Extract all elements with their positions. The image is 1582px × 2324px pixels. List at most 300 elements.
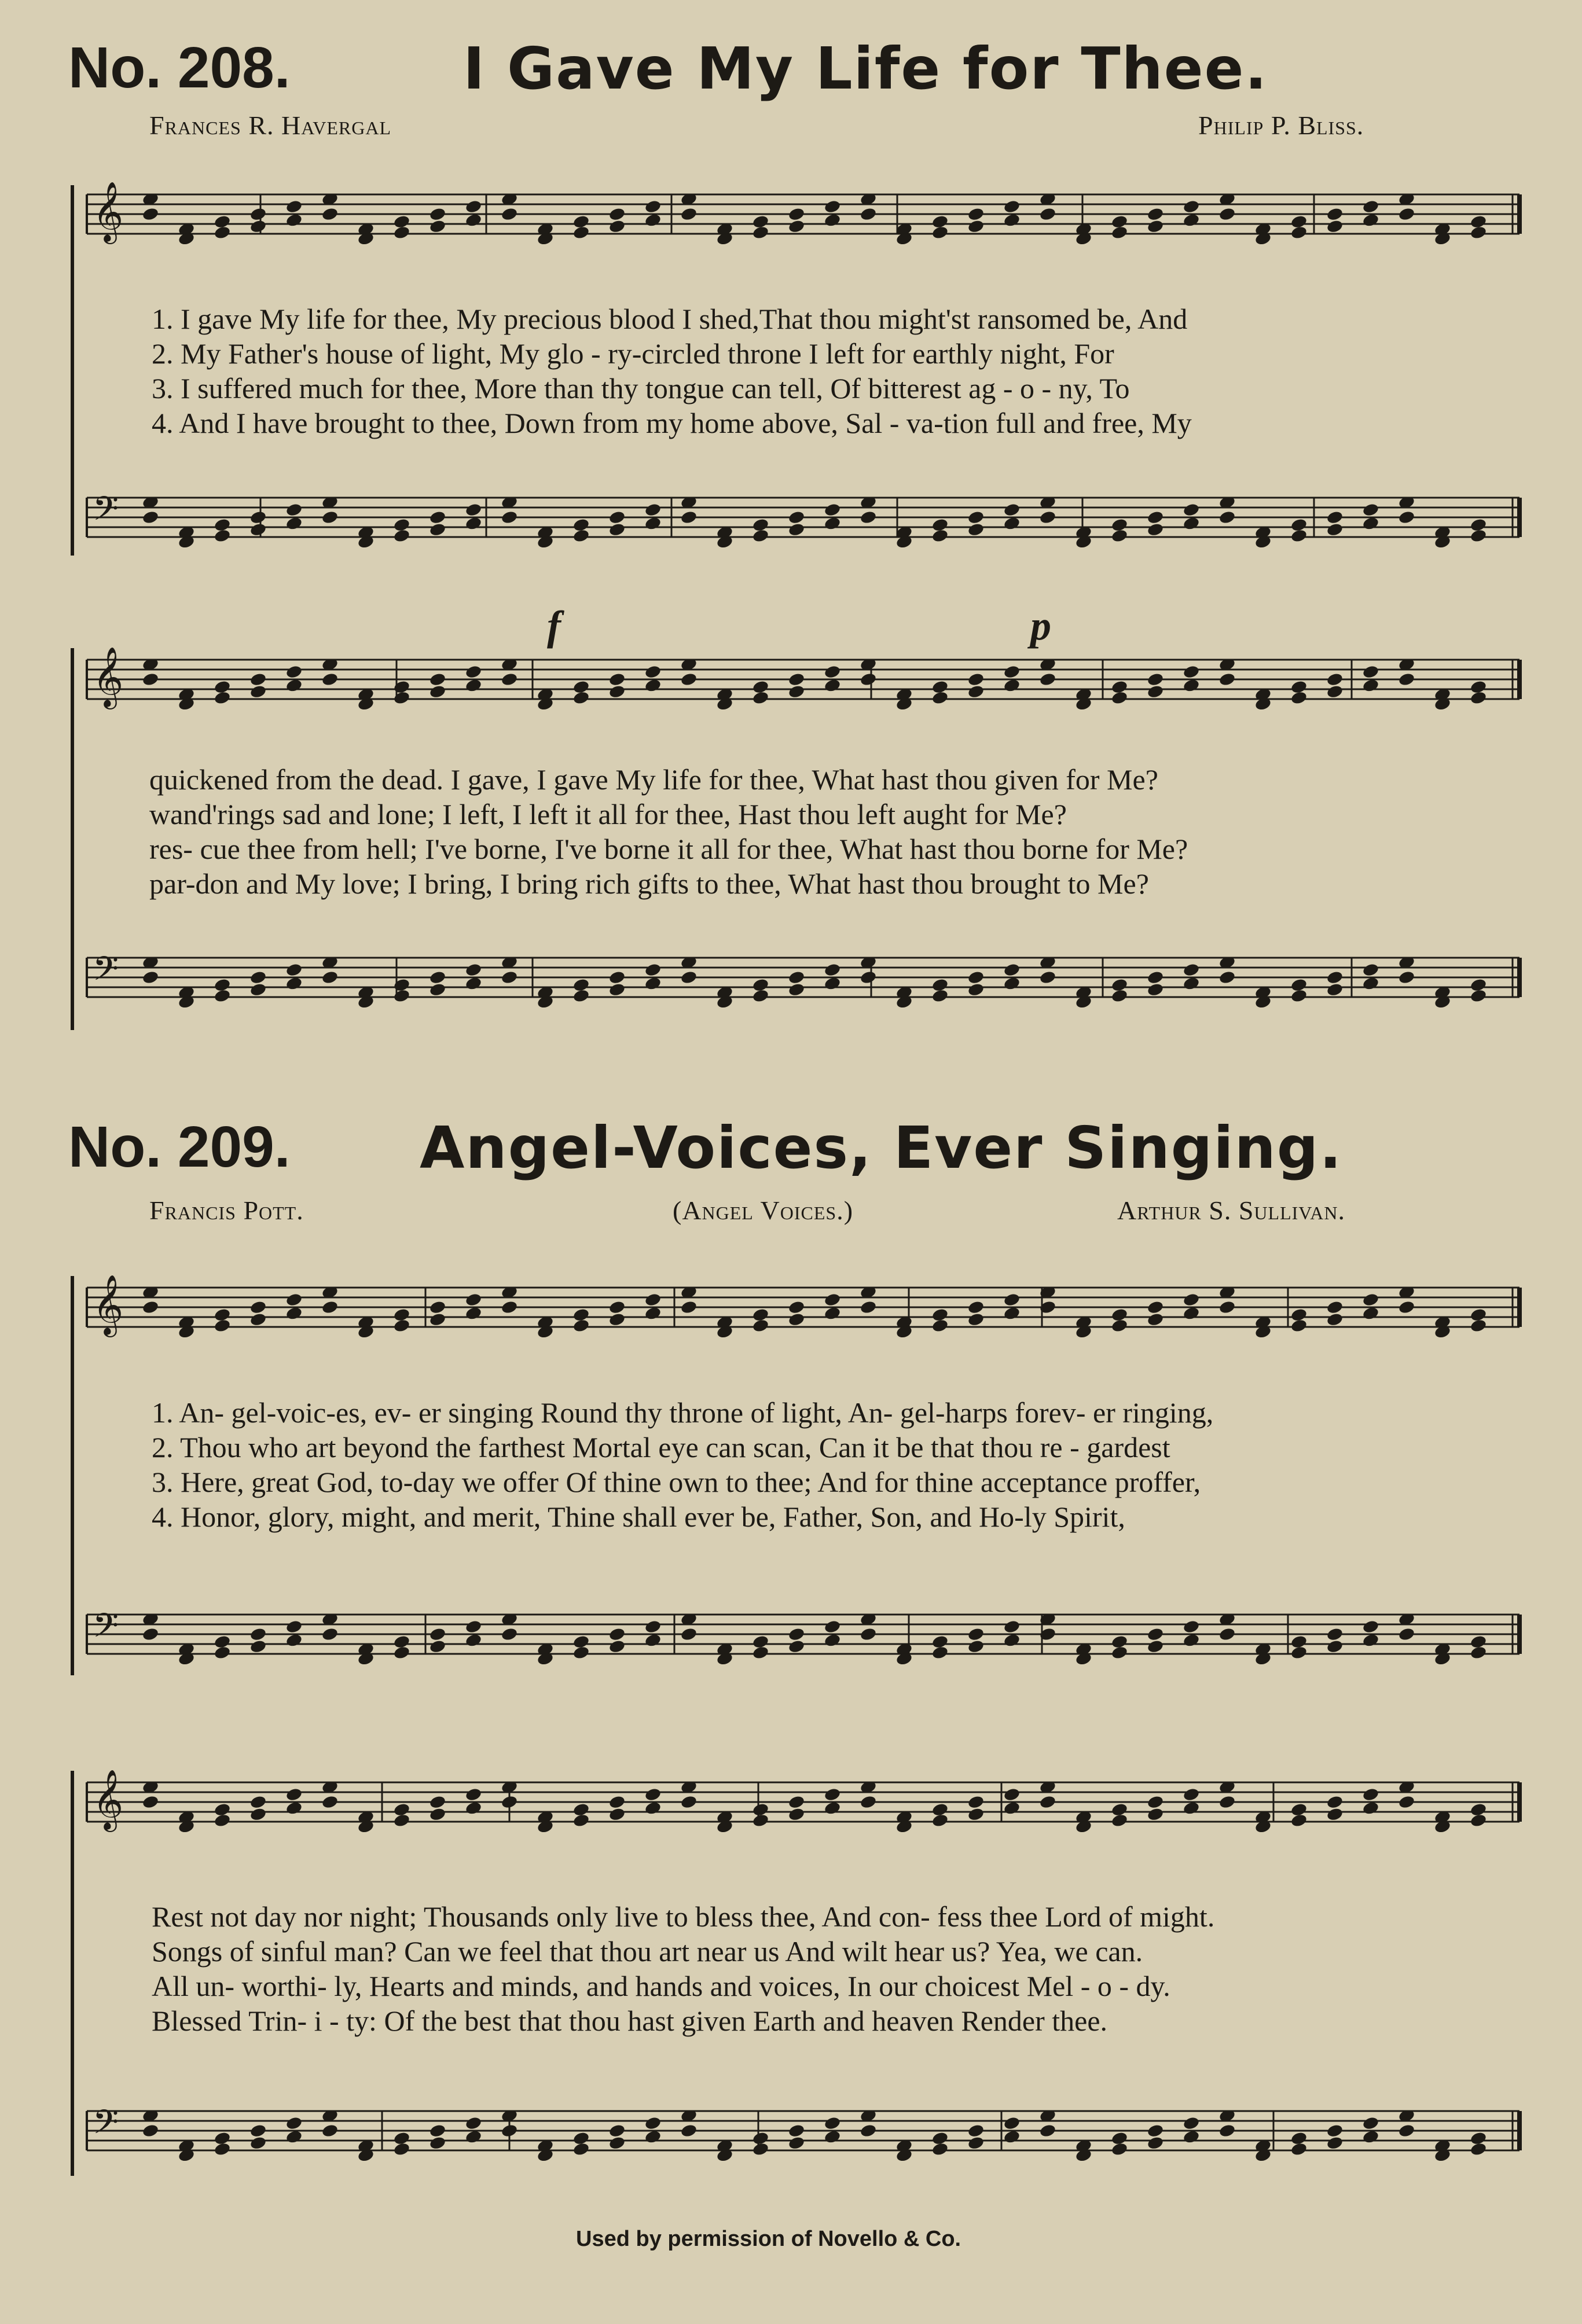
h209-s1-treble-note-head: [788, 1312, 806, 1327]
h209-s1-treble-note-head: [931, 1318, 949, 1333]
h209-s1-bass-note-head: [752, 1634, 770, 1649]
h208-s2-bass-note-head: [1326, 970, 1344, 985]
h208-s2-treble-note-head: [1326, 684, 1344, 699]
h209-s2-treble-note-head: [429, 1795, 447, 1810]
h208-s2-bass-note-head: [788, 970, 806, 985]
h209-s2-treble-note-head: [1290, 1802, 1308, 1817]
h209-s1-treble-note-head: [931, 1307, 949, 1322]
h209-s1-bass-clef: 𝄢: [93, 1606, 119, 1653]
dynamic-forte: f: [547, 602, 561, 649]
h209-s1-treble-note-head: [1003, 1292, 1021, 1307]
h208-s2-treble-note-head: [1218, 672, 1236, 687]
h208-s1-bass-note-head: [644, 502, 662, 517]
h209-s1-bass-note-head: [824, 1619, 842, 1634]
h209-s2-treble-note-head: [788, 1795, 806, 1810]
h209-s2-bass-note-head: [572, 2131, 590, 2146]
h209-s1-bass-note-head: [142, 1627, 160, 1642]
h208-s2-treble-note-head: [1111, 690, 1129, 705]
h208-s2-bass-note-head: [393, 988, 411, 1003]
h209-s1-bass-note-head: [1218, 1627, 1236, 1642]
h208-s1-bass-note-head: [1183, 502, 1201, 517]
h209-s1-bass-note-head: [321, 1627, 339, 1642]
hymn-208-title: I Gave My Life for Thee.: [463, 35, 1268, 102]
hymn-209-words-credit: Francis Pott.: [149, 1196, 304, 1225]
hymn-209-verse-3-line-2: All un- worthi- ly, Hearts and minds, and hands and voices, In our choicest Mel - o - dy.: [152, 1970, 1170, 2002]
h208-s1-treble-note-head: [214, 225, 232, 240]
h209-s1-treble-note-head: [1111, 1307, 1129, 1322]
h208-s1-treble-note-head: [1147, 219, 1165, 234]
hymn-208-number: No. 208.: [68, 35, 291, 100]
h208-s2-bass-clef: 𝄢: [93, 949, 119, 996]
h209-s2-treble-note-head: [1003, 1801, 1021, 1816]
h208-s1-treble-note-head: [788, 219, 806, 234]
h209-s1-treble-note-head: [824, 1306, 842, 1321]
h209-s2-bass-note-head: [608, 2123, 626, 2138]
h209-s1-treble-note-head: [1183, 1292, 1201, 1307]
h209-s1-treble-note-head: [1362, 1292, 1380, 1307]
h208-s1-bass-note-head: [465, 516, 483, 531]
h209-s2-treble-note-head: [608, 1807, 626, 1822]
h209-s1-treble-note-head: [1147, 1312, 1165, 1327]
h209-s1-bass-note-head: [1290, 1645, 1308, 1660]
h209-s2-treble-note-head: [1362, 1801, 1380, 1816]
h208-s2-bass-note-head: [1362, 976, 1380, 991]
h208-s1-bass-note-head: [824, 516, 842, 531]
h208-s2-bass-note-head: [788, 982, 806, 997]
h209-s1-treble-note-head: [572, 1318, 590, 1333]
h209-s1-bass-note-head: [1362, 1619, 1380, 1634]
h209-s1-treble-note-head: [393, 1307, 411, 1322]
h208-s1-bass-note-head: [1111, 517, 1129, 532]
h209-s2-bass-note-head: [680, 2123, 698, 2138]
h208-s2-bass-note-head: [465, 976, 483, 991]
h209-s2-bass-note-head: [1362, 2116, 1380, 2131]
h209-s1-bass-note-head: [393, 1645, 411, 1660]
h209-s1-treble-note-head: [393, 1318, 411, 1333]
h209-s2-bass-note-head: [1326, 2135, 1344, 2150]
h208-s2-treble-note-head: [142, 672, 160, 687]
h209-s2-bass-note-head: [429, 2135, 447, 2150]
h208-s1-bass-note-head: [393, 517, 411, 532]
h209-s2-bass-note-head: [824, 2116, 842, 2131]
h209-s2-treble-note-head: [465, 1801, 483, 1816]
h208-s2-treble-note-head: [1039, 672, 1057, 687]
hymn-208-verse-1-line-1: 1. I gave My life for thee, My precious blood I shed,That thou might'st ransomed be, And: [152, 303, 1188, 335]
h209-s2-bass-note-head: [249, 2135, 267, 2150]
hymn-208-music-credit: Philip P. Bliss.: [1198, 111, 1364, 140]
h208-s2-bass-note-head: [1039, 970, 1057, 985]
h209-s2-treble-note-head: [572, 1813, 590, 1828]
h208-s1-treble-note-head: [501, 207, 519, 222]
h209-s2-bass-note-head: [1111, 2131, 1129, 2146]
h209-s2-treble-note-head: [644, 1801, 662, 1816]
h209-s2-treble-note-head: [1003, 1787, 1021, 1802]
h209-s1-bass-note-head: [429, 1627, 447, 1642]
h208-s1-treble-note-head: [393, 214, 411, 229]
h209-s1-bass-note-head: [429, 1639, 447, 1654]
h208-s1-treble-note-head: [788, 207, 806, 222]
h209-s2-bass-note-head: [931, 2142, 949, 2157]
h209-s2-treble-note-head: [1362, 1787, 1380, 1802]
h208-s2-bass-note-head: [1183, 962, 1201, 977]
h208-s2-treble-note-head: [214, 679, 232, 694]
h209-s1-bass-note-head: [501, 1627, 519, 1642]
h208-s1-bass-note-head: [752, 528, 770, 543]
h209-s1-treble-note-head: [967, 1312, 985, 1327]
h208-s1-bass-note-head: [608, 510, 626, 525]
h208-s1-treble-note-head: [1362, 199, 1380, 214]
h209-s1-bass-note-head: [608, 1627, 626, 1642]
h208-s1-bass-clef: 𝄢: [93, 489, 119, 536]
h209-s2-treble-note-head: [1183, 1787, 1201, 1802]
h208-s1-bass-note-head: [572, 517, 590, 532]
h208-s1-treble-note-head: [465, 213, 483, 228]
hymn-209-verse-3-line-1: 3. Here, great God, to-day we offer Of thine own to thee; And for thine acceptance proffer,: [152, 1466, 1201, 1498]
h208-s1-bass-note-head: [214, 517, 232, 532]
hymn-209-tune-name: (Angel Voices.): [673, 1196, 854, 1225]
h208-s2-bass-note-head: [860, 970, 878, 985]
h209-s1-bass-note-head: [967, 1627, 985, 1642]
h208-s2-bass-note-head: [572, 977, 590, 992]
h208-s2-treble-note-head: [1362, 664, 1380, 679]
h209-s1-treble-note-head: [608, 1300, 626, 1315]
h209-s2-bass-note-head: [429, 2123, 447, 2138]
h209-s2-treble-note-head: [249, 1807, 267, 1822]
h209-s1-bass-note-head: [393, 1634, 411, 1649]
h208-s1-treble-note-head: [680, 207, 698, 222]
h208-s2-treble-note-head: [249, 672, 267, 687]
h208-s1-bass-note-head: [608, 522, 626, 537]
h208-s2-bass-note-head: [752, 977, 770, 992]
h208-s1-treble-note-head: [249, 219, 267, 234]
hymn-209-verse-2-line-1: 2. Thou who art beyond the farthest Mortal eye can scan, Can it be that thou re - gardest: [152, 1431, 1170, 1463]
h208-s1-bass-note-head: [860, 510, 878, 525]
h209-s2-treble-note-head: [967, 1795, 985, 1810]
h209-s1-bass-note-head: [214, 1645, 232, 1660]
h208-s2-treble-note-head: [321, 672, 339, 687]
h208-s1-bass-note-head: [1003, 502, 1021, 517]
hymn-208-verse-4-line-1: 4. And I have brought to thee, Down from my home above, Sal - va-tion full and free, My: [152, 407, 1192, 439]
h208-s1-treble-note-head: [572, 214, 590, 229]
h209-s2-treble-note-head: [1326, 1807, 1344, 1822]
h209-s1-bass-note-head: [249, 1627, 267, 1642]
h209-s1-bass-note-head: [967, 1639, 985, 1654]
h209-s2-bass-note-head: [644, 2116, 662, 2131]
h209-s1-treble-note-head: [644, 1306, 662, 1321]
h208-s2-bass-note-head: [644, 962, 662, 977]
hymn-208-verse-3-line-1: 3. I suffered much for thee, More than thy tongue can tell, Of bitterest ag - o - ny, To: [152, 372, 1130, 405]
h209-s2-treble-note-head: [429, 1807, 447, 1822]
hymn-209-music-credit: Arthur S. Sullivan.: [1117, 1196, 1345, 1225]
h208-s2-treble-note-head: [249, 684, 267, 699]
h209-s1-treble-note-head: [142, 1300, 160, 1315]
h208-s2-treble-note-head: [967, 672, 985, 687]
h208-s1-treble-note-head: [931, 225, 949, 240]
h208-s1-bass-note-head: [824, 502, 842, 517]
h209-s1-treble-note-head: [788, 1300, 806, 1315]
h208-s1-treble-note-head: [1362, 213, 1380, 228]
h209-s2-treble-note-head: [285, 1801, 303, 1816]
h208-s1-bass-note-head: [321, 510, 339, 525]
h209-s2-treble-note-head: [285, 1787, 303, 1802]
h208-s1-treble-note-head: [608, 207, 626, 222]
h209-s2-treble-note-head: [608, 1795, 626, 1810]
h208-s2-bass-note-head: [1470, 988, 1488, 1003]
h209-s1-treble-note-head: [465, 1292, 483, 1307]
h208-s2-treble-note-head: [824, 678, 842, 693]
h209-s1-treble-note-head: [752, 1307, 770, 1322]
h208-s2-bass-note-head: [393, 977, 411, 992]
h209-s1-bass-note-head: [680, 1627, 698, 1642]
h209-s2-bass-note-head: [501, 2123, 519, 2138]
h209-s1-bass-note-head: [214, 1634, 232, 1649]
h208-s2-treble-note-head: [465, 664, 483, 679]
h209-s2-treble-note-head: [393, 1813, 411, 1828]
h209-s2-treble-note-head: [1470, 1802, 1488, 1817]
h209-s2-treble-note-head: [214, 1813, 232, 1828]
h209-s2-bass-note-head: [1111, 2142, 1129, 2157]
h209-s2-treble-note-head: [1326, 1795, 1344, 1810]
h209-s2-bass-note-head: [1147, 2123, 1165, 2138]
h208-s1-bass-note-head: [1290, 517, 1308, 532]
h209-s1-treble-note-head: [1147, 1300, 1165, 1315]
h208-s1-bass-note-head: [644, 516, 662, 531]
h209-s1-treble-note-head: [321, 1300, 339, 1315]
h208-s2-bass-note-head: [608, 970, 626, 985]
h208-s1-treble-note-head: [142, 207, 160, 222]
h208-s1-treble-note-head: [1183, 199, 1201, 214]
h208-s2-bass-note-head: [931, 977, 949, 992]
h208-s2-bass-note-head: [1326, 982, 1344, 997]
h209-s1-bass-note-head: [285, 1633, 303, 1648]
h209-s2-bass-note-head: [967, 2135, 985, 2150]
h208-s2-treble-note-head: [1003, 664, 1021, 679]
h208-s1-bass-note-head: [429, 510, 447, 525]
h209-s2-bass-note-head: [1003, 2116, 1021, 2131]
copyright-footer: Used by permission of Novello & Co.: [576, 2227, 961, 2251]
h209-s2-bass-note-head: [285, 2116, 303, 2131]
h209-s2-bass-note-head: [285, 2130, 303, 2145]
h209-s2-bass-note-head: [393, 2142, 411, 2157]
h209-s1-treble-note-head: [1362, 1306, 1380, 1321]
h208-s2-treble-note-head: [465, 678, 483, 693]
h208-s2-treble-note-head: [644, 678, 662, 693]
h209-s1-bass-note-head: [931, 1645, 949, 1660]
h208-s1-bass-note-head: [967, 522, 985, 537]
h208-s2-bass-note-head: [752, 988, 770, 1003]
h209-s1-bass-note-head: [644, 1633, 662, 1648]
h208-s1-treble-note-head: [1003, 199, 1021, 214]
h209-s2-treble-note-head: [1398, 1795, 1416, 1810]
h209-s1-treble-note-head: [214, 1318, 232, 1333]
h209-s2-bass-note-head: [1039, 2123, 1057, 2138]
h208-s1-treble-note-head: [214, 214, 232, 229]
h208-s2-bass-note-head: [214, 988, 232, 1003]
h208-s1-treble-note-head: [465, 199, 483, 214]
h208-s2-bass-note-head: [1398, 970, 1416, 985]
h209-s2-bass-note-head: [1362, 2130, 1380, 2145]
hymn-208-words-credit: Frances R. Havergal: [149, 111, 391, 140]
h208-s2-treble-note-head: [285, 664, 303, 679]
h208-s2-bass-note-head: [1290, 977, 1308, 992]
h209-s2-treble-note-head: [931, 1813, 949, 1828]
h208-s2-bass-note-head: [1183, 976, 1201, 991]
h208-s1-bass-note-head: [285, 516, 303, 531]
h208-s1-bass-note-head: [931, 528, 949, 543]
h209-s1-treble-note-head: [752, 1318, 770, 1333]
h209-s1-treble-note-head: [429, 1312, 447, 1327]
h209-s2-bass-note-head: [1218, 2123, 1236, 2138]
h208-s2-treble-note-head: [1183, 678, 1201, 693]
h208-s1-bass-note-head: [1398, 510, 1416, 525]
h209-s2-treble-note-head: [752, 1802, 770, 1817]
h208-s2-bass-note-head: [644, 976, 662, 991]
h208-s2-treble-note-head: [1470, 690, 1488, 705]
h208-s2-bass-note-head: [1470, 977, 1488, 992]
h209-s2-bass-note-head: [1470, 2142, 1488, 2157]
h209-s2-treble-note-head: [393, 1802, 411, 1817]
h209-s1-bass-note-head: [1470, 1634, 1488, 1649]
h209-s2-treble-note-head: [572, 1802, 590, 1817]
h208-s1-bass-note-head: [214, 528, 232, 543]
h208-s2-treble-note-head: [1003, 678, 1021, 693]
h208-s2-bass-note-head: [501, 970, 519, 985]
h209-s2-bass-note-head: [1326, 2123, 1344, 2138]
hymn-209-verse-1-line-2: Rest not day nor night; Thousands only live to bless thee, And con- fess thee Lord of might.: [152, 1900, 1215, 1933]
hymn-208-verse-4-line-2: par-don and My love; I bring, I bring rich gifts to thee, What hast thou brought to Me?: [149, 867, 1149, 900]
h208-s1-bass-note-head: [1003, 516, 1021, 531]
h209-s2-treble-note-head: [1183, 1801, 1201, 1816]
h208-s1-bass-note-head: [788, 510, 806, 525]
h208-s1-bass-note-head: [142, 510, 160, 525]
h208-s1-treble-note-head: [1290, 214, 1308, 229]
h208-s2-bass-note-head: [1003, 962, 1021, 977]
h208-s2-bass-note-head: [1111, 977, 1129, 992]
h209-s2-treble-note-head: [1290, 1813, 1308, 1828]
h209-s2-bass-note-head: [788, 2123, 806, 2138]
h208-s2-bass-note-head: [465, 962, 483, 977]
h208-s1-treble-note-head: [1470, 214, 1488, 229]
h209-s2-treble-clef: 𝄞: [93, 1769, 124, 1830]
h208-s2-bass-note-head: [931, 988, 949, 1003]
h209-s1-bass-note-head: [1147, 1639, 1165, 1654]
h208-s1-bass-note-head: [1111, 528, 1129, 543]
h208-s1-bass-note-head: [1183, 516, 1201, 531]
hymn-209-verse-4-line-2: Blessed Trin- i - ty: Of the best that thou hast given Earth and heaven Render thee.: [152, 2005, 1108, 2037]
h208-s2-treble-note-head: [1147, 672, 1165, 687]
h208-s2-treble-note-head: [1326, 672, 1344, 687]
h209-s1-treble-note-head: [501, 1300, 519, 1315]
h209-s2-treble-note-head: [465, 1787, 483, 1802]
h208-s2-bass-note-head: [1111, 988, 1129, 1003]
h208-s2-treble-note-head: [1147, 684, 1165, 699]
h208-s2-treble-note-head: [967, 684, 985, 699]
h208-s1-treble-note-head: [931, 214, 949, 229]
h208-s1-treble-clef: 𝄞: [93, 181, 124, 242]
h209-s2-bass-note-head: [465, 2116, 483, 2131]
h209-s1-bass-note-head: [1111, 1645, 1129, 1660]
h208-s2-treble-note-head: [931, 679, 949, 694]
h208-s2-treble-note-head: [1470, 679, 1488, 694]
hymn-209-verse-1-line-1: 1. An- gel-voic-es, ev- er singing Round thy throne of light, An- gel-harps forev- er ringing,: [152, 1396, 1214, 1429]
h209-s1-treble-note-head: [465, 1306, 483, 1321]
h209-s2-bass-note-head: [752, 2142, 770, 2157]
h209-s2-treble-note-head: [1147, 1795, 1165, 1810]
h208-s2-treble-note-head: [680, 672, 698, 687]
h208-s1-treble-note-head: [1111, 214, 1129, 229]
h209-s2-bass-note-head: [752, 2131, 770, 2146]
h208-s1-bass-note-head: [1470, 528, 1488, 543]
h209-s2-treble-note-head: [680, 1795, 698, 1810]
h208-s1-bass-note-head: [393, 528, 411, 543]
h209-s2-bass-note-head: [572, 2142, 590, 2157]
h209-s2-bass-note-head: [321, 2123, 339, 2138]
h208-s2-treble-note-head: [1290, 690, 1308, 705]
h208-s1-bass-note-head: [1326, 522, 1344, 537]
h208-s1-bass-note-head: [1147, 510, 1165, 525]
h209-s2-bass-note-head: [860, 2123, 878, 2138]
h208-s1-bass-note-head: [1039, 510, 1057, 525]
h208-s1-treble-note-head: [1003, 213, 1021, 228]
h208-s2-treble-note-head: [608, 684, 626, 699]
h208-s1-treble-note-head: [1183, 213, 1201, 228]
h208-s1-bass-note-head: [1362, 516, 1380, 531]
h209-s1-treble-note-head: [1470, 1318, 1488, 1333]
h208-s1-treble-note-head: [1470, 225, 1488, 240]
h209-s1-bass-note-head: [931, 1634, 949, 1649]
h209-s2-bass-note-head: [1183, 2130, 1201, 2145]
h209-s2-treble-note-head: [967, 1807, 985, 1822]
h209-s1-bass-note-head: [860, 1627, 878, 1642]
h209-s1-treble-note-head: [824, 1292, 842, 1307]
h208-s2-treble-note-head: [1398, 672, 1416, 687]
h209-s1-bass-note-head: [572, 1645, 590, 1660]
h209-s1-bass-note-head: [608, 1639, 626, 1654]
h209-s2-treble-note-head: [249, 1795, 267, 1810]
h209-s2-treble-note-head: [931, 1802, 949, 1817]
h209-s2-bass-note-head: [214, 2131, 232, 2146]
h208-s1-bass-note-head: [285, 502, 303, 517]
h208-s2-bass-note-head: [608, 982, 626, 997]
h208-s2-bass-note-head: [572, 988, 590, 1003]
h209-s1-bass-note-head: [788, 1639, 806, 1654]
h208-s2-bass-note-head: [824, 976, 842, 991]
h208-s2-bass-note-head: [321, 970, 339, 985]
h208-s2-treble-note-head: [214, 690, 232, 705]
h208-s1-bass-note-head: [967, 510, 985, 525]
h209-s2-treble-note-head: [1111, 1813, 1129, 1828]
h209-s1-bass-note-head: [1003, 1619, 1021, 1634]
h208-s2-bass-note-head: [142, 970, 160, 985]
h208-s2-bass-note-head: [1218, 970, 1236, 985]
h208-s1-treble-note-head: [429, 207, 447, 222]
h209-s1-treble-note-head: [1290, 1307, 1308, 1322]
h209-s1-bass-note-head: [752, 1645, 770, 1660]
h208-s1-treble-note-head: [249, 207, 267, 222]
h209-s1-treble-note-head: [1111, 1318, 1129, 1333]
h209-s2-treble-note-head: [860, 1795, 878, 1810]
h208-s1-bass-note-head: [465, 502, 483, 517]
h208-s2-treble-note-head: [788, 672, 806, 687]
h208-s2-bass-note-head: [680, 970, 698, 985]
h209-s2-bass-note-head: [788, 2135, 806, 2150]
h208-s1-treble-note-head: [1398, 207, 1416, 222]
hymn-208-verse-2-line-1: 2. My Father's house of light, My glo - ry-circled throne I left for earthly night, For: [152, 337, 1114, 370]
h209-s2-treble-note-head: [644, 1787, 662, 1802]
h209-s1-bass-note-head: [1326, 1639, 1344, 1654]
dynamic-piano: p: [1030, 602, 1051, 649]
h209-s1-treble-note-head: [429, 1300, 447, 1315]
